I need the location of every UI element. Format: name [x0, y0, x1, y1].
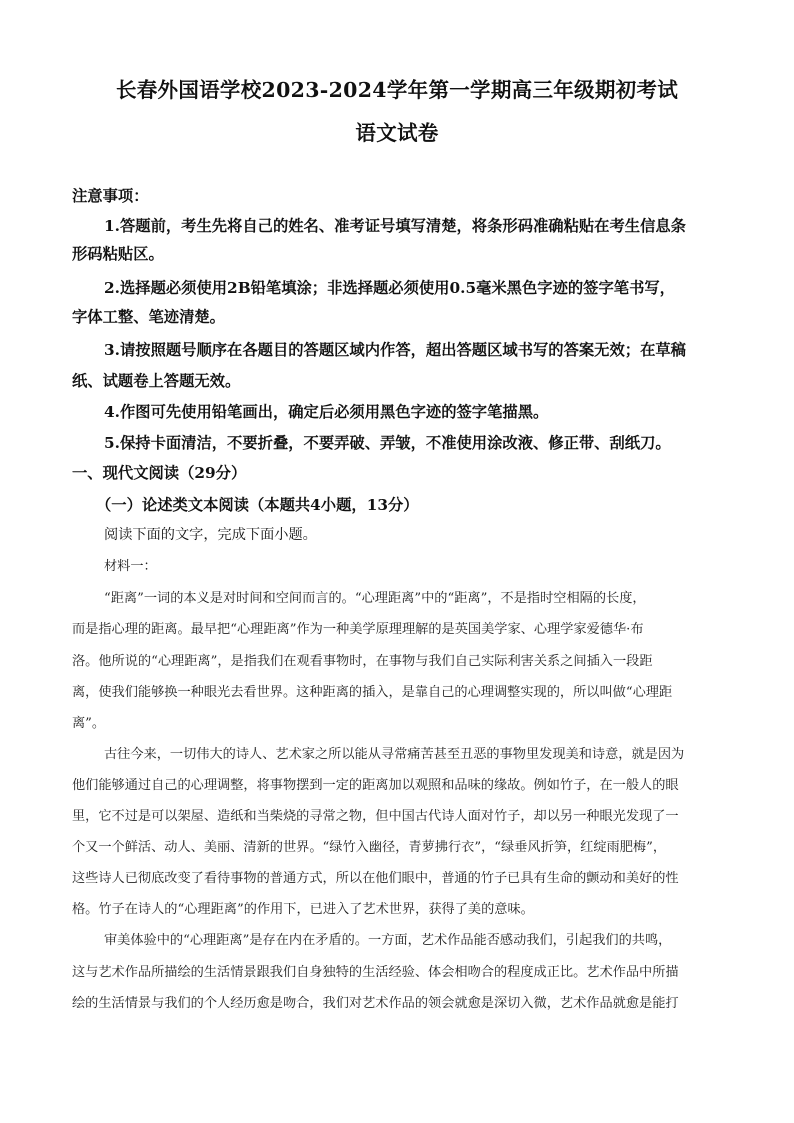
notice-item-1-line-1: 1.答题前，考生先将自己的姓名、准考证号填写清楚，将条形码准确粘贴在考生信息条: [104, 217, 686, 235]
paragraph-3-line-3: 绘的生活情景与我们的个人经历愈是吻合，我们对艺术作品的领会就愈是深切入微，艺术作品就愈是能打: [72, 996, 679, 1011]
material-label: 材料一：: [104, 559, 157, 574]
paragraph-3-line-2: 这与艺术作品所描绘的生活情景跟我们自身独特的生活经验、体会相吻合的程度成正比。艺术作品中所描: [72, 965, 679, 980]
paragraph-1-line-1: “距离”一词的本义是对时间和空间而言的。“心理距离”中的“距离”，不是指时空相隔的长度，: [104, 591, 646, 606]
paragraph-2-line-1: 古往今来，一切伟大的诗人、艺术家之所以能从寻常痛苦甚至丑恶的事物里发现美和诗意，就是因为: [104, 747, 685, 762]
section-subheading: （一）论述类文本阅读（本题共4小题，13分）: [96, 496, 419, 514]
paragraph-1-line-2: 而是指心理的距离。最早把“心理距离”作为一种美学原理理解的是英国美学家、心理学家爱德华·布: [72, 622, 644, 637]
exam-subtitle: 语文试卷: [355, 121, 439, 145]
paragraph-2-line-6: 格。竹子在诗人的“心理距离”的作用下，已进入了艺术世界，获得了美的意味。: [72, 902, 534, 917]
paragraph-3-line-1: 审美体验中的“心理距离”是存在内在矛盾的。一方面，艺术作品能否感动我们，引起我们的共鸣，: [104, 933, 672, 948]
exam-title: 长春外国语学校2023-2024学年第一学期高三年级期初考试: [115, 78, 679, 102]
notice-item-5: 5.保持卡面清洁，不要折叠，不要弄破、弄皱，不准使用涂改液、修正带、刮纸刀。: [104, 434, 671, 452]
notice-item-2-line-1: 2.选择题必须使用2B铅笔填涂；非选择题必须使用0.5毫米黑色字迹的签字笔书写，: [104, 279, 675, 297]
notice-heading: 注意事项：: [72, 187, 149, 205]
paragraph-2-line-5: 这些诗人已彻底改变了看待事物的普通方式，所以在他们眼中，普通的竹子已具有生命的颤动和美好的性: [72, 871, 679, 886]
notice-item-3-line-2: 纸、试题卷上答题无效。: [72, 372, 241, 390]
notice-item-2-line-2: 字体工整、笔迹清楚。: [72, 308, 225, 326]
notice-item-3-line-1: 3.请按照题号顺序在各题目的答题区域内作答，超出答题区域书写的答案无效；在草稿: [104, 341, 686, 359]
notice-item-4: 4.作图可先使用铅笔画出，确定后必须用黑色字迹的签字笔描黑。: [104, 403, 549, 421]
paragraph-2-line-3: 里，它不过是可以架屋、造纸和当柴烧的寻常之物，但中国古代诗人面对竹子，却以另一种眼光发现了一: [72, 809, 679, 824]
paragraph-1-line-5: 离”。: [72, 716, 106, 731]
paragraph-2-line-4: 个又一个鲜活、动人、美丽、清新的世界。“绿竹入幽径，青萝拂行衣”，“绿垂风折笋，红绽雨肥梅”，: [72, 840, 667, 855]
paragraph-1-line-4: 离，使我们能够换一种眼光去看世界。这种距离的插入，是靠自己的心理调整实现的，所以叫做“心理距: [72, 685, 673, 700]
section-heading: 一、现代文阅读（29分）: [72, 464, 247, 482]
notice-item-1-line-2: 形码粘贴区。: [72, 245, 164, 263]
reading-instruction: 阅读下面的文字，完成下面小题。: [104, 527, 317, 543]
paragraph-2-line-2: 他们能够通过自己的心理调整，将事物摆到一定的距离加以观照和品味的缘故。例如竹子，在一般人的眼: [72, 778, 679, 793]
paragraph-1-line-3: 洛。他所说的“心理距离”，是指我们在观看事物时，在事物与我们自己实际利害关系之间插入一段距: [72, 654, 653, 669]
